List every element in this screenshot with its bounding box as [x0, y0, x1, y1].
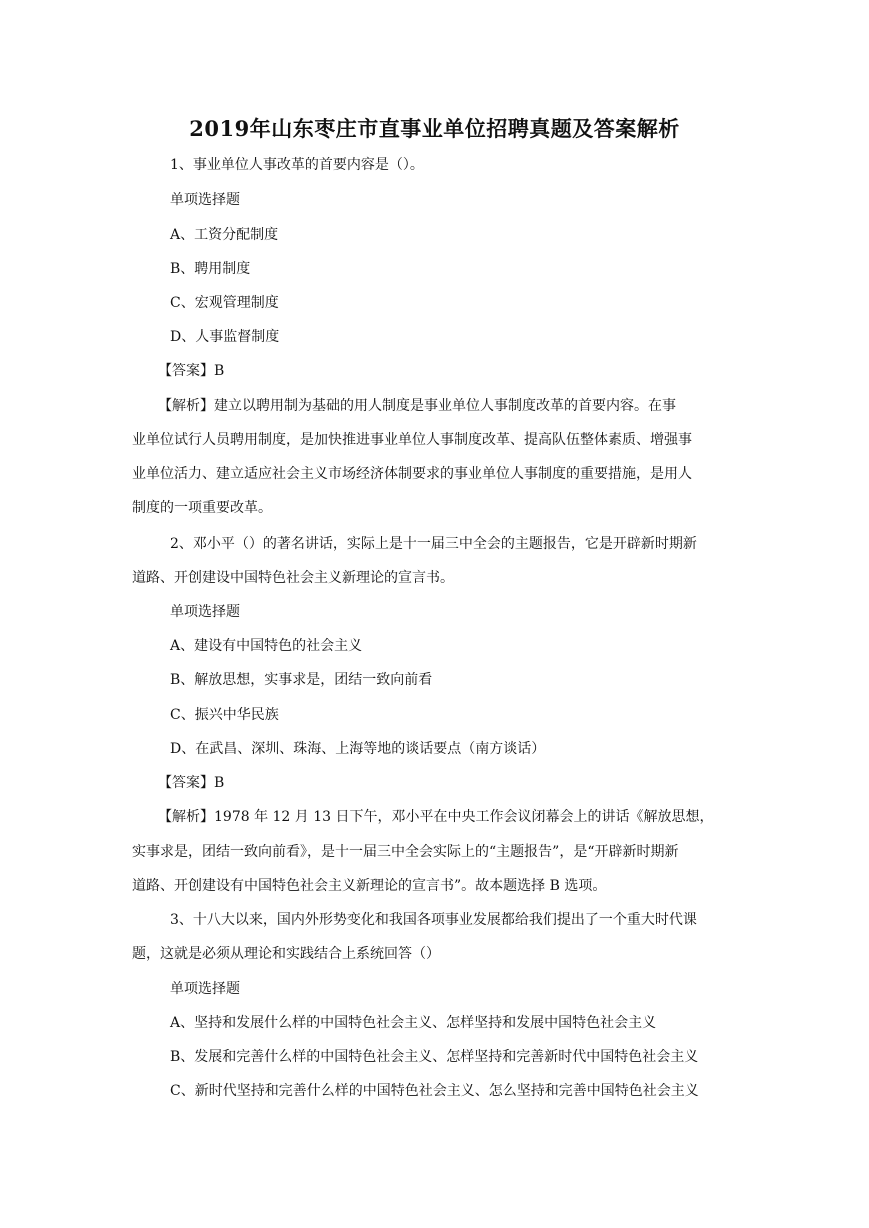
q2-analysis-line-3: 道路、开创建设有中国特色社会主义新理论的宣言书”。故本题选择 B 选项。 — [132, 878, 607, 894]
q1-option-c: C、宏观管理制度 — [170, 295, 279, 311]
q3-stem-line-2: 题，这就是必须从理论和实践结合上系统回答（） — [132, 946, 440, 962]
q2-option-a: A、建设有中国特色的社会主义 — [170, 638, 363, 654]
q1-analysis-line-4: 制度的一项重要改革。 — [132, 500, 272, 516]
q1-answer: 【答案】B — [158, 363, 225, 379]
q1-option-d: D、人事监督制度 — [170, 329, 280, 345]
q3-option-a: A、坚持和发展什么样的中国特色社会主义、怎样坚持和发展中国特色社会主义 — [170, 1015, 657, 1031]
document-title: 2019年山东枣庄市直事业单位招聘真题及答案解析 — [189, 116, 680, 141]
q2-answer: 【答案】B — [158, 775, 225, 791]
q3-option-b: B、发展和完善什么样的中国特色社会主义、怎样坚持和完善新时代中国特色社会主义 — [170, 1049, 699, 1065]
q1-analysis-line-2: 业单位试行人员聘用制度，是加快推进事业单位人事制度改革、提高队伍整体素质、增强事 — [132, 432, 692, 448]
q3-stem-line-1: 3、十八大以来，国内外形势变化和我国各项事业发展都给我们提出了一个重大时代课 — [170, 912, 697, 928]
q1-stem-line-1: 1、事业单位人事改革的首要内容是（）。 — [170, 157, 424, 173]
q1-analysis-line-1: 【解析】建立以聘用制为基础的用人制度是事业单位人事制度改革的首要内容。在事 — [158, 398, 676, 414]
q1-option-a: A、工资分配制度 — [170, 227, 279, 243]
q2-option-b: B、解放思想，实事求是，团结一致向前看 — [170, 672, 433, 688]
q2-analysis-line-1: 【解析】1978 年 12 月 13 日下午，邓小平在中央工作会议闭幕会上的讲话《解放思想， — [158, 809, 714, 825]
q2-stem-line-2: 道路、开创建设中国特色社会主义新理论的宣言书。 — [132, 570, 454, 586]
q2-stem-line-1: 2、邓小平（）的著名讲话，实际上是十一届三中全会的主题报告，它是开辟新时期新 — [170, 536, 697, 552]
q1-analysis-line-3: 业单位活力、建立适应社会主义市场经济体制要求的事业单位人事制度的重要措施，是用人 — [132, 466, 692, 482]
q1-type: 单项选择题 — [170, 192, 240, 208]
q2-option-c: C、振兴中华民族 — [170, 707, 279, 723]
q3-option-c: C、新时代坚持和完善什么样的中国特色社会主义、怎么坚持和完善中国特色社会主义 — [170, 1083, 699, 1099]
q2-analysis-line-2: 实事求是，团结一致向前看》，是十一届三中全会实际上的“主题报告”，是“开辟新时期新 — [132, 844, 679, 860]
q3-type: 单项选择题 — [170, 981, 240, 997]
q2-type: 单项选择题 — [170, 604, 240, 620]
q2-option-d: D、在武昌、深圳、珠海、上海等地的谈话要点（南方谈话） — [170, 741, 546, 757]
q1-option-b: B、聘用制度 — [170, 261, 251, 277]
